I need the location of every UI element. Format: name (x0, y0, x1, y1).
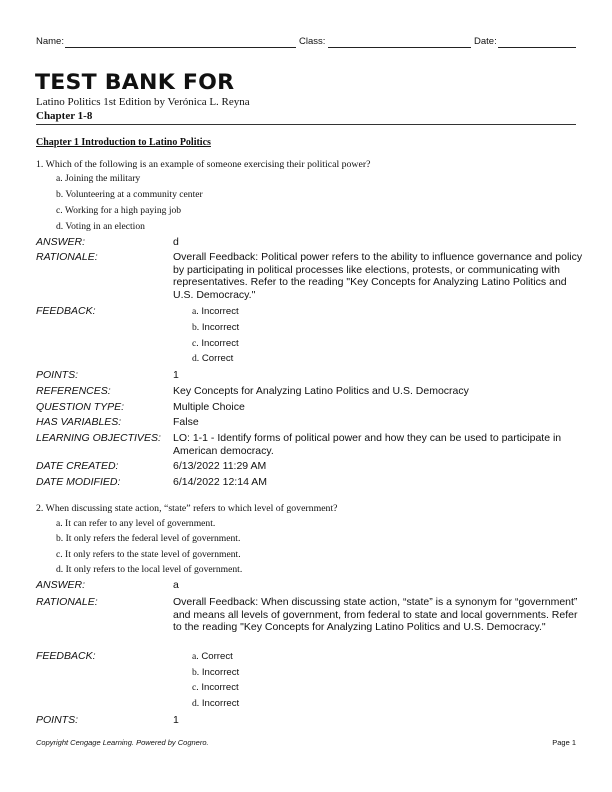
question-text: 2. When discussing state action, “state” refers to which level of government? (36, 503, 338, 514)
learning-objectives-value: LO: 1-1 - Identify forms of political power and how they can be used to participate in American democracy. (173, 432, 562, 457)
feedback-label: FEEDBACK: (36, 650, 96, 662)
answer-value: a (173, 579, 179, 591)
answer-option: a. It can refer to any level of government. (56, 518, 216, 529)
points-value: 1 (173, 714, 179, 726)
answer-option: b. Volunteering at a community center (56, 189, 203, 200)
feedback-item: b. Incorrect (192, 322, 240, 333)
answer-option: b. It only refers the federal level of government. (56, 533, 241, 544)
feedback-item: b. Incorrect (192, 667, 240, 678)
question-type-value: Multiple Choice (173, 401, 245, 413)
feedback-item: c. Incorrect (192, 338, 239, 349)
date-modified-label: DATE MODIFIED: (36, 476, 121, 488)
chapter-range: Chapter 1-8 (36, 110, 93, 122)
has-variables-value: False (173, 416, 199, 428)
page-title: TEST BANK FOR (35, 70, 235, 94)
chapter-heading: Chapter 1 Introduction to Latino Politics (36, 137, 211, 148)
date-field[interactable] (498, 47, 576, 48)
date-label: Date: (474, 36, 497, 47)
feedback-item: d. Correct (192, 353, 234, 364)
class-label: Class: (299, 36, 326, 47)
date-modified-value: 6/14/2022 12:14 AM (173, 476, 267, 488)
date-created-label: DATE CREATED: (36, 460, 119, 472)
divider (36, 124, 576, 125)
rationale-text: Overall Feedback: Political power refers to the ability to influence governance and policy by participating in political processes like elections, protests, or communicating with representatives. Refer to the reading "Key Concepts for Analyzing Latino Politics and U.S. Democracy." (173, 251, 583, 301)
points-value: 1 (173, 369, 179, 381)
has-variables-label: HAS VARIABLES: (36, 416, 122, 428)
feedback-label: FEEDBACK: (36, 305, 96, 317)
name-label: Name: (36, 36, 64, 47)
feedback-item: d. Incorrect (192, 698, 240, 709)
rationale-text: Overall Feedback: When discussing state action, “state” is a synonym for “government” and means all levels of government, from federal to state and local governments. Refer to the reading "Key Concepts for Analyzing Latino Politics and U.S. Democracy." (173, 596, 578, 633)
answer-option: c. Working for a high paying job (56, 205, 182, 216)
name-field[interactable] (65, 47, 296, 48)
answer-option: d. It only refers to the local level of government. (56, 564, 243, 575)
class-field[interactable] (328, 47, 471, 48)
learning-objectives-label: LEARNING OBJECTIVES: (36, 432, 161, 444)
feedback-item: a. Incorrect (192, 306, 239, 317)
answer-label: ANSWER: (36, 579, 86, 591)
answer-option: a. Joining the military (56, 173, 141, 184)
page-number: Page 1 (552, 738, 576, 747)
book-subtitle: Latino Politics 1st Edition by Verónica L. Reyna (36, 96, 250, 108)
rationale-label: RATIONALE: (36, 596, 98, 608)
answer-option: c. It only refers to the state level of government. (56, 549, 241, 560)
rationale-label: RATIONALE: (36, 251, 98, 263)
feedback-item: a. Correct (192, 651, 233, 662)
question-type-label: QUESTION TYPE: (36, 401, 125, 413)
feedback-item: c. Incorrect (192, 682, 239, 693)
references-label: REFERENCES: (36, 385, 111, 397)
name-class-date-header (36, 36, 576, 50)
answer-option: d. Voting in an election (56, 221, 145, 232)
copyright-footer: Copyright Cengage Learning. Powered by Cognero. (36, 738, 209, 747)
points-label: POINTS: (36, 714, 79, 726)
points-label: POINTS: (36, 369, 79, 381)
date-created-value: 6/13/2022 11:29 AM (173, 460, 267, 472)
question-text: 1. Which of the following is an example of someone exercising their political power? (36, 159, 371, 170)
references-value: Key Concepts for Analyzing Latino Politics and U.S. Democracy (173, 385, 469, 397)
answer-label: ANSWER: (36, 236, 86, 248)
answer-value: d (173, 236, 179, 248)
